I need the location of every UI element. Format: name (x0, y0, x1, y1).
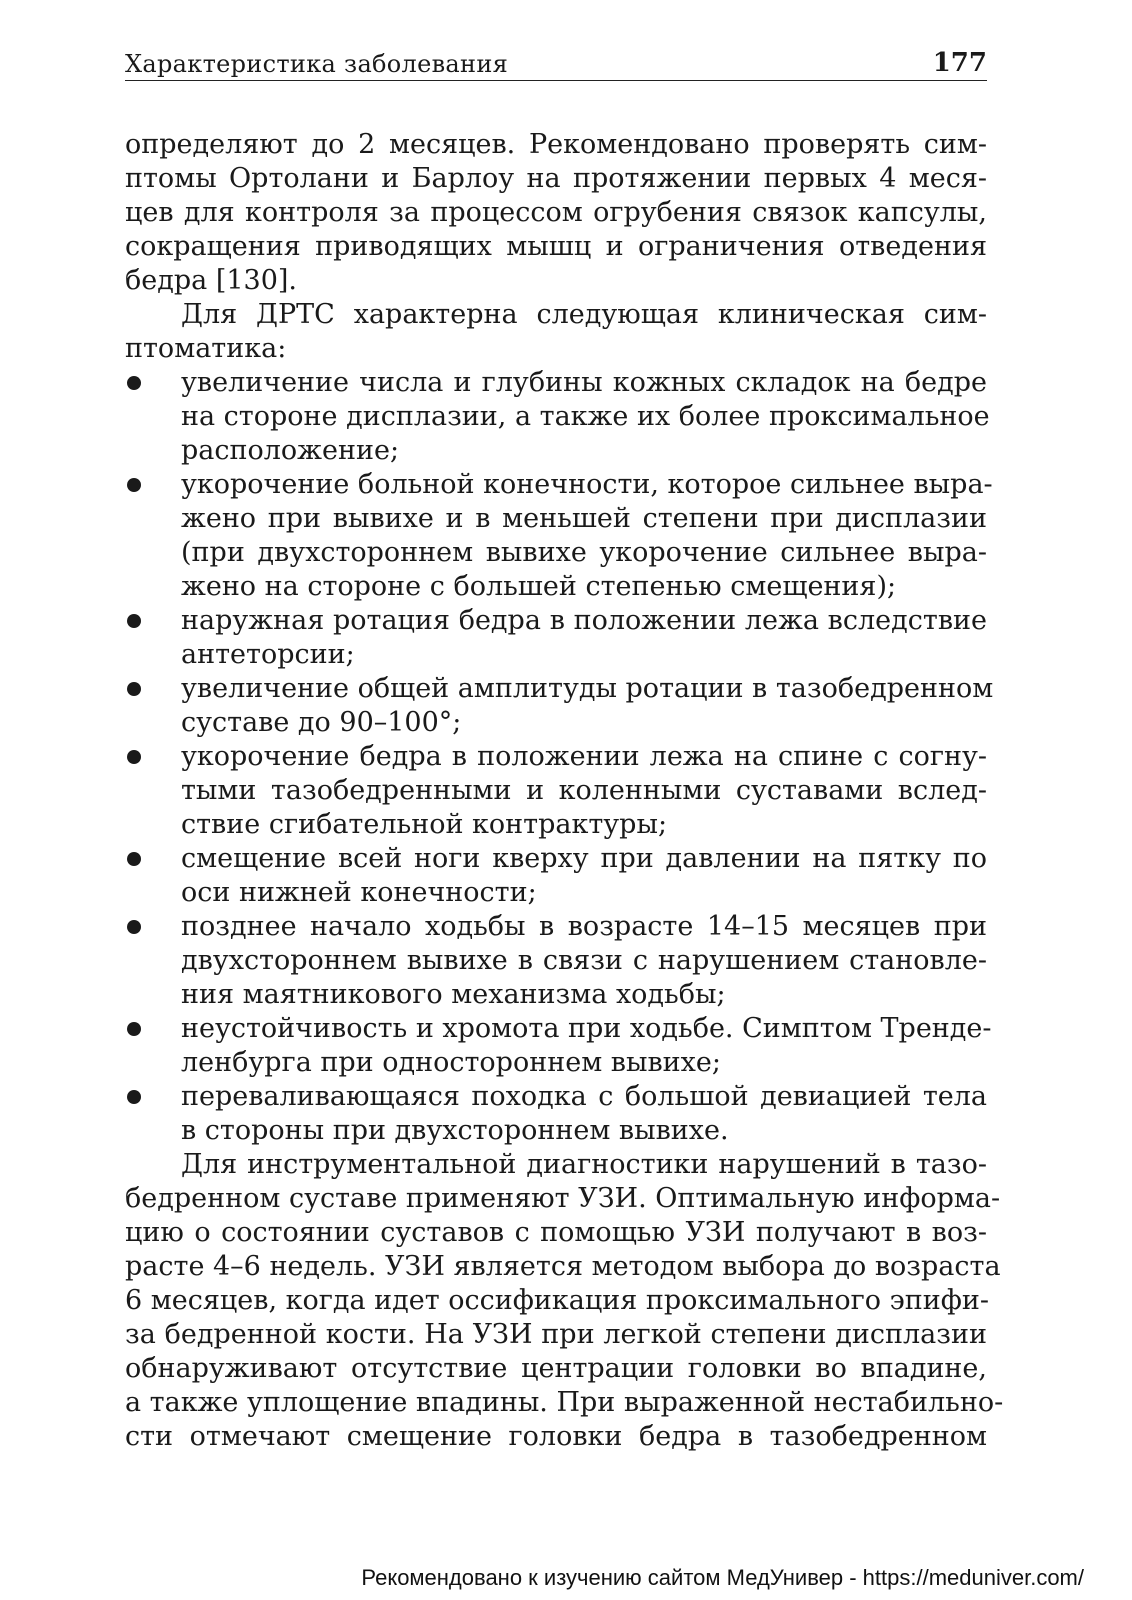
text-line: жено на стороне с большей степенью смещения); (181, 571, 897, 602)
text-line: птомы Ортолани и Барлоу на протяжении первых 4 меся- (125, 163, 987, 194)
bullet-icon (127, 1090, 141, 1104)
list-item (125, 1012, 992, 1080)
text-line: переваливающаяся походка с большой девиацией тела (181, 1081, 987, 1112)
text-line: ния маятникового механизма ходьбы; (181, 979, 726, 1010)
text-line: на стороне дисплазии, а также их более проксимальное (181, 401, 990, 432)
watermark-footer: Рекомендовано к изучению сайтом МедУнивер - https://meduniver.com/ (361, 1565, 1084, 1590)
text-line: цев для контроля за процессом огрубения связок капсулы, (125, 197, 987, 228)
list-item (125, 842, 987, 910)
text-line: бедра [130]. (125, 265, 298, 296)
text-line: увеличение общей амплитуды ротации в тазобедренном (181, 673, 994, 704)
list-item (125, 604, 987, 672)
list-item (125, 672, 994, 740)
bullet-icon (127, 478, 141, 492)
text-line: жено при вывихе и в меньшей степени при дисплазии (181, 503, 987, 534)
text-line: птоматика: (125, 333, 287, 364)
text-line: (при двухстороннем вывихе укорочение сильнее выра- (181, 537, 987, 568)
running-header (125, 44, 987, 81)
text-line: неустойчивость и хромота при ходьбе. Симптом Тренде- (181, 1013, 992, 1044)
text-line: тыми тазобедренными и коленными суставами вслед- (181, 775, 987, 806)
text-line: смещение всей ноги кверху при давлении на пятку по (181, 843, 987, 874)
bullet-icon (127, 682, 141, 696)
paragraph-symptoms-intro (125, 298, 987, 366)
text-line: расположение; (181, 435, 400, 466)
list-item (125, 468, 993, 604)
symptom-list (125, 366, 994, 1148)
text-line: цию о состоянии суставов с помощью УЗИ получают в воз- (125, 1217, 987, 1248)
text-line: увеличение числа и глубины кожных складок на бедре (181, 367, 987, 398)
list-item (125, 740, 987, 842)
text-line: оси нижней конечности; (181, 877, 537, 908)
text-line: двухстороннем вывихе в связи с нарушением становле- (181, 945, 987, 976)
text-line: ствие сгибательной контрактуры; (181, 809, 668, 840)
text-line: расте 4–6 недель. УЗИ является методом выбора до возраста (125, 1251, 1001, 1282)
text-line: в стороны при двухстороннем вывихе. (181, 1115, 729, 1146)
text-line: позднее начало ходьбы в возрасте 14–15 месяцев при (181, 911, 987, 942)
bullet-icon (127, 614, 141, 628)
text-line: Для ДРТС характерна следующая клиническая сим- (181, 299, 987, 330)
text-line: Для инструментальной диагностики нарушений в тазо- (181, 1149, 987, 1180)
list-item (125, 366, 990, 468)
text-line: обнаруживают отсутствие центрации головки во впадине, (125, 1353, 987, 1384)
list-item (125, 1080, 987, 1148)
text-line: сти отмечают смещение головки бедра в тазобедренном (125, 1421, 987, 1452)
text-line: сокращения приводящих мышц и ограничения отведения (125, 231, 987, 262)
text-line: за бедренной кости. На УЗИ при легкой степени дисплазии (125, 1319, 987, 1350)
bullet-icon (127, 1022, 141, 1036)
page-number: 177 (932, 48, 987, 78)
running-header-title: Характеристика заболевания (125, 50, 509, 78)
list-item (125, 910, 987, 1012)
text-line: укорочение больной конечности, которое сильнее выра- (181, 469, 993, 500)
bullet-icon (127, 376, 141, 390)
paragraph-continuation (125, 128, 987, 298)
text-line: антеторсии; (181, 639, 355, 670)
text-line: а также уплощение впадины. При выраженной нестабильно- (125, 1387, 1004, 1418)
bullet-icon (127, 750, 141, 764)
text-line: укорочение бедра в положении лежа на спине с согну- (181, 741, 987, 772)
page-body (125, 128, 1004, 1454)
bullet-icon (127, 920, 141, 934)
text-line: бедренном суставе применяют УЗИ. Оптимальную информа- (125, 1183, 1001, 1214)
text-line: определяют до 2 месяцев. Рекомендовано проверять сим- (125, 129, 987, 160)
text-line: ленбурга при одностороннем вывихе; (181, 1047, 721, 1078)
text-line: 6 месяцев, когда идет оссификация проксимального эпифи- (125, 1285, 989, 1316)
text-line: наружная ротация бедра в положении лежа вследствие (181, 605, 987, 636)
paragraph-instrumental-diagnostics (125, 1148, 1004, 1454)
bullet-icon (127, 852, 141, 866)
text-line: суставе до 90–100°; (181, 707, 462, 738)
